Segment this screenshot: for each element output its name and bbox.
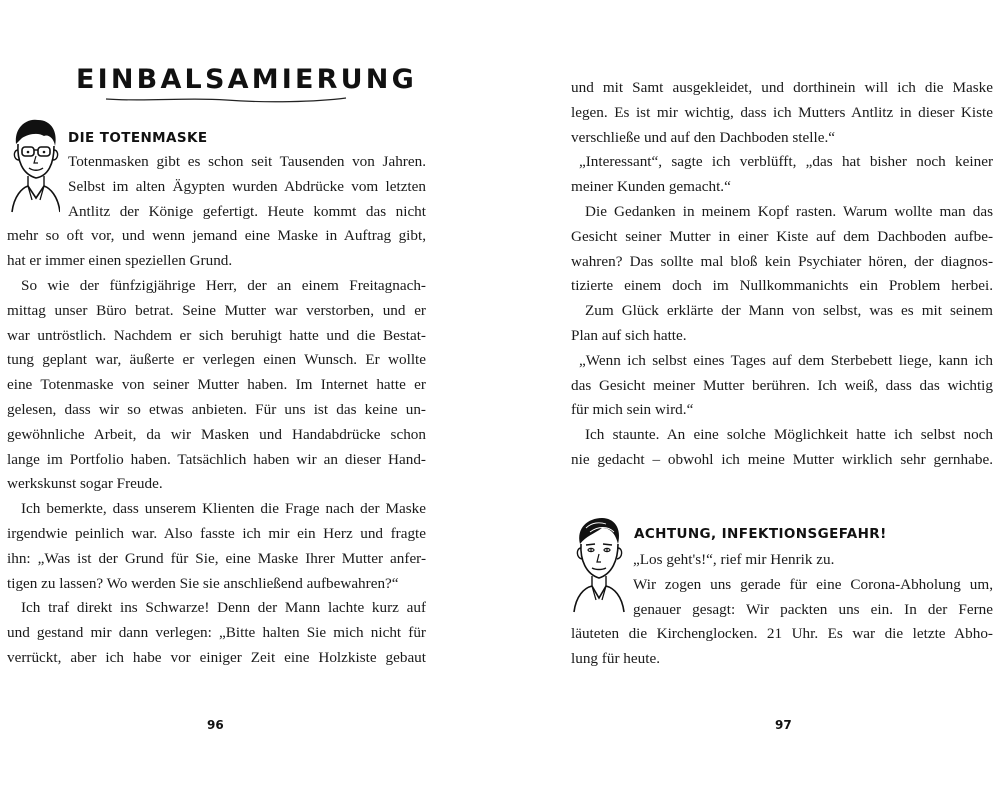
text-line: nie gedacht – obwohl ich meine Mutter wirklich sehr gernhabe. [571,450,993,468]
chapter-title: EINBALSAMIERUNG [76,64,417,95]
text-line: für mich sein wird.“ [571,401,694,419]
section-heading: DIE TOTENMASKE [68,130,208,146]
text-line: legen. Es ist mir wichtig, dass ich Mutters Antlitz in dieser Kiste [571,103,993,121]
text-line: Gesicht seiner Mutter in einer Kiste auf dem Dachboden aufbe- [571,227,993,245]
text-line: Ich bemerkte, dass unserem Klienten die Frage nach der Maske [21,500,426,518]
text-line: tizierte einem doch im Nullkommanichts ein Problem herbei. [571,277,993,295]
text-line: Wir zogen uns gerade für eine Corona-Abholung um, [633,575,993,593]
text-line: lung für heute. [571,650,660,668]
page-number: 96 [207,718,224,732]
text-line: Zum Glück erklärte der Mann von selbst, was es mit seinem [585,302,993,320]
text-line: irgendwie peinlich war. Also fasste ich mir ein Herz und fragte [7,524,426,542]
text-line: hat er immer einen speziellen Grund. [7,252,233,270]
text-line: lange im Portfolio haben. Tatsächlich haben wir an dieser Hand- [7,450,426,468]
text-line: Antlitz der Könige gefertigt. Heute kommt das nicht [68,202,426,220]
text-line: meiner Kunden gemacht.“ [571,178,731,196]
text-line: und mit Samt ausgekleidet, und dorthinein will ich die Maske [571,79,993,96]
text-line: tigen zu lassen? Wo werden Sie sie anschließend aufbewahren?“ [7,574,399,592]
body-text [571,548,993,672]
text-line: „Los geht's!“, rief mir Henrik zu. [633,551,835,568]
text-line: gelesen, dass wir so etwas anbieten. Für uns ist das keine un- [7,400,426,418]
body-text [7,150,426,671]
text-line: und gestand mir dann verlegen: „Bitte halten Sie mich nicht für [7,624,426,642]
text-line: genauer gesagt: Wir packten uns ein. In der Ferne [633,600,993,618]
text-line: tung geplant war, äußerte er verlegen einen Wunsch. Er wollte [7,351,426,369]
text-line: Die Gedanken in meinem Kopf rasten. Warum wollte man das [585,202,993,220]
body-text [571,76,993,473]
text-line: „Interessant“, sagte ich verblüfft, „das hat bisher noch keiner [579,153,993,171]
text-line: eine Totenmaske von seiner Mutter haben. Im Internet hatte er [7,376,426,394]
text-line: das Gesicht meiner Mutter berühren. Ich weiß, dass das wichtig [571,376,993,394]
text-line: wahren? Das sollte mal bloß kein Psychiater hören, der diagnos- [571,252,993,270]
text-line: Totenmasken gibt es schon seit Tausenden von Jahren. [68,153,426,170]
text-line: „Wenn ich selbst eines Tages auf dem Sterbebett liege, kann ich [579,351,993,369]
text-line: war untröstlich. Nachdem er sich beruhigt hatte und die Bestat- [7,326,426,344]
text-line: gewöhnliche Arbeit, da wir Masken und Handabdrücke schon [7,425,426,443]
text-line: verschließe und auf den Dachboden stelle.“ [571,128,835,146]
text-line: werkskunst sogar Freude. [7,475,163,493]
text-line: Ich traf direkt ins Schwarze! Denn der Mann lachte kurz auf [21,599,426,617]
text-line: Selbst im alten Ägypten wurden Abdrücke vom letzten [68,177,426,195]
text-line: So wie der fünfzigjährige Herr, der an einem Freitagnach- [21,276,426,294]
page-number: 97 [775,718,792,732]
chapter-title-brushstroke [76,96,358,104]
text-line: mittag unser Büro betrat. Seine Mutter war verstorben, und er [7,301,426,319]
text-line: Plan auf sich hatte. [571,326,687,344]
text-line: mehr so oft vor, und wenn jemand eine Maske in Auftrag gibt, [7,227,426,245]
section-heading: ACHTUNG, INFEKTIONSGEFAHR! [634,526,887,542]
text-line: läuteten die Kirchenglocken. 21 Uhr. Es war die letzte Abho- [571,625,993,643]
text-line: verrückt, aber ich habe vor einiger Zeit eine Holzkiste gebaut [7,648,426,666]
text-line: ihn: „Was ist der Grund für Sie, eine Maske Ihrer Mutter anfer- [7,549,426,567]
text-line: Ich staunte. An eine solche Möglichkeit hatte ich selbst noch [585,426,993,444]
